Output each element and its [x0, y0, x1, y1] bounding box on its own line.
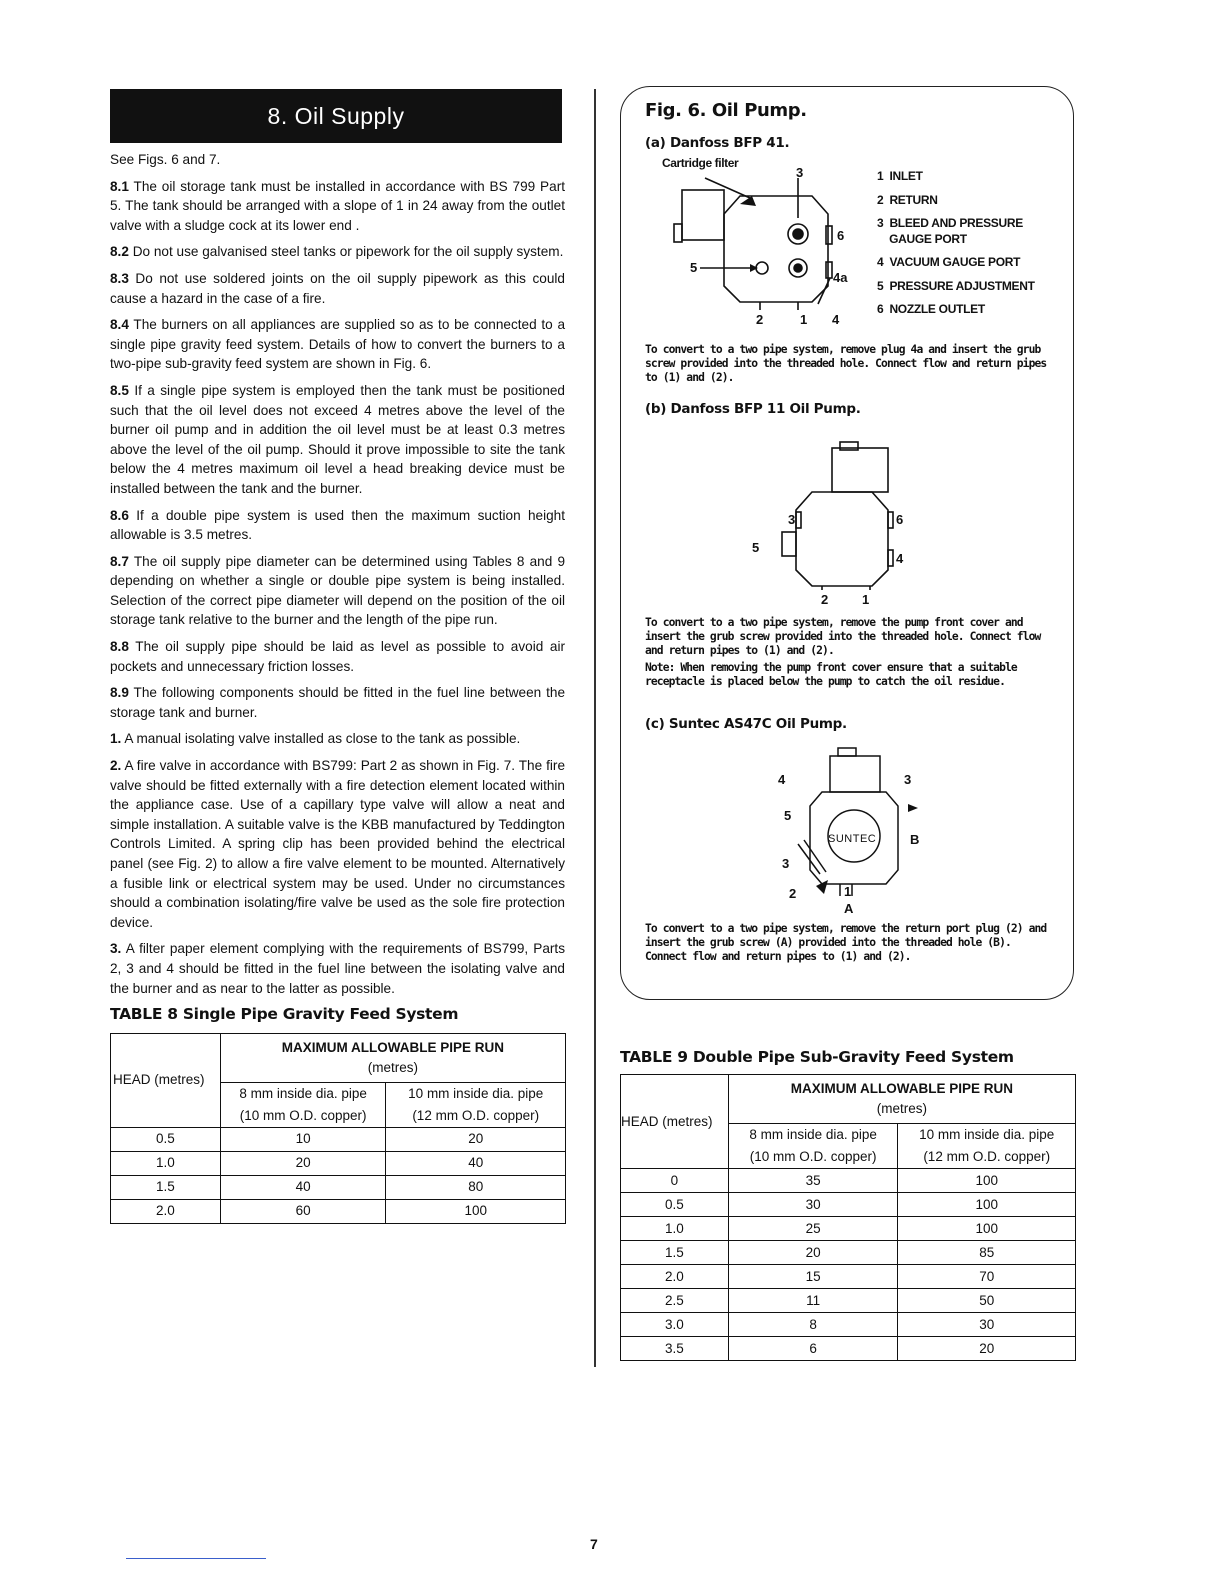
- legend-item: 6 NOZZLE OUTLET: [877, 302, 985, 316]
- paragraph-text: A fire valve in accordance with BS799: Part 2 as shown in Fig. 7. The fire valve should be fitted externally with a fire detection element located within the appliance case. Use of a capillary type valve will allow a neat and simple installation. A suitable valve is the KBB manufactured by Teddington Controls Limited. A spring clip has been provided behind the electrical panel (see Fig. 2) to allow a fire valve element to be mounted. Alternatively a fusible link or electrical system may be used. Under no circumstances should a combination isolating/fire valve be used as the sole fire protection device.: [110, 758, 566, 930]
- table-cell: 100: [898, 1169, 1076, 1193]
- table-cell: 3.5: [621, 1337, 729, 1361]
- paragraph: [110, 315, 565, 374]
- fig-b-port-5: [782, 532, 796, 556]
- table-cell: 8: [728, 1313, 898, 1337]
- paragraph-number: 3.: [110, 941, 122, 957]
- table9-col2-header: [898, 1124, 1076, 1169]
- table9-col2-line2: (12 mm O.D. copper): [923, 1149, 1051, 1164]
- fig-c-label-B: B: [910, 832, 920, 847]
- table-cell: 6: [728, 1337, 898, 1361]
- fig-a-label-4: 4: [832, 312, 840, 327]
- fig-c-label-2: 2: [789, 886, 797, 901]
- fig-c-label-A: A: [844, 901, 854, 916]
- fig-a-label-6: 6: [837, 228, 845, 243]
- legend-item: GAUGE PORT: [877, 231, 967, 246]
- fig-b-note-warning: Note: When removing the pump front cover ensure that a suitable receptacle is placed below the pump to catch the oil residue.: [645, 661, 1017, 688]
- table-cell: 50: [898, 1289, 1076, 1313]
- fig-b-pump-body: [796, 492, 888, 586]
- table-cell: 20: [220, 1151, 386, 1175]
- fig-b-label-6: 6: [896, 512, 904, 527]
- table8-col1-line1: 8 mm inside dia. pipe: [239, 1085, 367, 1101]
- table-cell: 100: [898, 1217, 1076, 1241]
- paragraph-text: The oil supply pipe diameter can be determined using Tables 8 and 9 depending on whether a single or double pipe system is being installed. Selection of the correct pipe diameter will depend on the position of the oil storage tank relative to the burner and the length of the pipe run.: [110, 553, 566, 628]
- fig-c-label-5: 5: [784, 808, 792, 823]
- paragraph-number: 2.: [110, 758, 122, 774]
- paragraph: [110, 177, 565, 236]
- fig-b-label-1: 1: [862, 592, 870, 607]
- paragraph-text: If a double pipe system is used then the maximum suction height allowable is 3.5 metres.: [110, 507, 565, 543]
- intro-text: See Figs. 6 and 7.: [110, 152, 221, 167]
- paragraph-number: 8.7: [110, 553, 129, 569]
- table-cell: 100: [898, 1193, 1076, 1217]
- table-row: [111, 1199, 566, 1223]
- table-cell: 40: [386, 1151, 566, 1175]
- fig-b-label-3: 3: [788, 512, 796, 527]
- table8-col1-line2: (10 mm O.D. copper): [239, 1107, 367, 1123]
- table8-col1-header: [220, 1082, 386, 1127]
- paragraph: [110, 506, 565, 545]
- table-cell: 20: [898, 1337, 1076, 1361]
- paragraph-text: The oil supply pipe should be laid as level as possible to avoid air pockets and unnecessary friction losses.: [110, 639, 566, 674]
- table8: [110, 1033, 566, 1224]
- fig-a-note: To convert to a two pipe system, remove plug 4a and insert the grub screw provided into the threaded hole. Connect flow and return pipes to (1) and (2).: [645, 343, 1047, 384]
- paragraph-number: 1.: [110, 731, 122, 747]
- paragraph: [110, 637, 565, 676]
- table-row: [621, 1265, 1076, 1289]
- table-row: [621, 1169, 1076, 1193]
- table-row: [111, 1127, 566, 1151]
- paragraph-text: If a single pipe system is employed then the tank must be positioned such that the oil level does not exceed 4 metres above the level of the burner oil pump and in addition the oil level must be at least 0.3 metres above the level of the oil pump. Should it prove impossible to site the tank below the 4 metres maximum oil level a head breaking device must be installed between the tank and the burner.: [110, 382, 565, 496]
- fig-a-legend: [877, 165, 1035, 322]
- table-cell: 20: [386, 1127, 566, 1151]
- fig-a-label-4a: 4a: [833, 270, 848, 285]
- table-row: [621, 1217, 1076, 1241]
- fig-c-title: (c) Suntec AS47C Oil Pump.: [645, 716, 847, 732]
- table-row: [621, 1193, 1076, 1217]
- table9-max-label: MAXIMUM ALLOWABLE PIPE RUN: [790, 1081, 1014, 1096]
- table8-head-label: HEAD (metres): [111, 1033, 221, 1127]
- legend-item: 2 RETURN: [877, 192, 938, 207]
- table-row: [111, 1151, 566, 1175]
- paragraph-list: [110, 177, 565, 999]
- fig-a-pump-diagram: [670, 168, 870, 328]
- table8-col2-header: [386, 1082, 566, 1127]
- table-cell: 2.0: [621, 1265, 729, 1289]
- fig-a-label-5: 5: [690, 260, 698, 275]
- paragraph-number: 8.3: [110, 270, 129, 286]
- fig-c-pump-diagram: [790, 744, 920, 904]
- fig-b-label-2: 2: [821, 592, 829, 607]
- table-cell: 20: [728, 1241, 898, 1265]
- table9-max-header: [728, 1075, 1075, 1124]
- table-cell: 0: [621, 1169, 729, 1193]
- paragraph-number: 8.6: [110, 507, 129, 523]
- paragraph: [110, 756, 565, 932]
- table-cell: 0.5: [621, 1193, 729, 1217]
- paragraph: [110, 269, 565, 308]
- paragraph-number: 8.8: [110, 639, 129, 655]
- table-row: [621, 1241, 1076, 1265]
- table9-title: TABLE 9 Double Pipe Sub-Gravity Feed System: [620, 1048, 1014, 1066]
- paragraph-text: The following components should be fitted in the fuel line between the storage tank and burner.: [110, 685, 566, 720]
- table-cell: 30: [728, 1193, 898, 1217]
- table8-col2-line2: (12 mm O.D. copper): [412, 1107, 540, 1123]
- table-cell: 3.0: [621, 1313, 729, 1337]
- paragraph: [110, 939, 565, 998]
- paragraph-text: The burners on all appliances are supplied so as to be connected to a single pipe gravity feed system. Details of how to convert the burners to a two-pipe sub-gravity feed system are shown in Fig. 6.: [110, 317, 566, 372]
- paragraph: [110, 242, 565, 262]
- paragraph: [110, 683, 565, 722]
- fig-a-cartridge-label: Cartridge filter: [662, 156, 739, 170]
- paragraph-text: A manual isolating valve installed as close to the tank as possible.: [124, 731, 521, 747]
- table-cell: 1.5: [621, 1241, 729, 1265]
- fig-a-label-3: 3: [796, 165, 804, 180]
- fig-c-label-4: 4: [778, 772, 786, 787]
- table8-title: TABLE 8 Single Pipe Gravity Feed System: [110, 1005, 459, 1024]
- figure-title: Fig. 6. Oil Pump.: [645, 100, 807, 121]
- paragraph-number: 8.2: [110, 244, 129, 260]
- paragraph-text: Do not use soldered joints on the oil supply pipework as this could cause a hazard in the case of a fire.: [110, 270, 565, 306]
- table-cell: 10: [220, 1127, 386, 1151]
- legend-item: 5 PRESSURE ADJUSTMENT: [877, 278, 1035, 293]
- table-cell: 1.0: [111, 1151, 221, 1175]
- table-cell: 85: [898, 1241, 1076, 1265]
- legend-item: 4 VACUUM GAUGE PORT: [877, 255, 1021, 269]
- fig-b-pump-diagram: [760, 440, 900, 590]
- fig-a-filter-housing: [682, 190, 724, 240]
- paragraph-text: Do not use galvanised steel tanks or pipework for the oil supply system.: [132, 244, 564, 260]
- table-cell: 0.5: [111, 1127, 221, 1151]
- legend-item: 1 INLET: [877, 169, 923, 183]
- paragraph-number: 8.1: [110, 178, 129, 194]
- table-cell: 11: [728, 1289, 898, 1313]
- footer-rule: [126, 1558, 266, 1559]
- table8-max-label: MAXIMUM ALLOWABLE PIPE RUN: [281, 1039, 505, 1055]
- paragraph: [110, 552, 565, 630]
- table-cell: 2.5: [621, 1289, 729, 1313]
- left-column: [110, 150, 565, 1224]
- fig-b-label-4: 4: [896, 551, 904, 566]
- table-cell: 30: [898, 1313, 1076, 1337]
- table-cell: 40: [220, 1175, 386, 1199]
- fig-b-solenoid: [832, 448, 888, 492]
- fig-a-pump-body: [724, 196, 828, 302]
- table9-col1-header: [728, 1124, 898, 1169]
- fig-a-title: (a) Danfoss BFP 41.: [645, 135, 790, 151]
- table-cell: 100: [386, 1199, 566, 1223]
- paragraph-number: 8.4: [110, 317, 129, 333]
- fig-c-label-3b: 3: [782, 856, 790, 871]
- table8-max-header: [220, 1033, 565, 1082]
- page-number: 7: [590, 1536, 598, 1552]
- table-cell: 15: [728, 1265, 898, 1289]
- table8-col2-line1: 10 mm inside dia. pipe: [408, 1085, 544, 1101]
- fig-b-label-5: 5: [752, 540, 760, 555]
- paragraph-number: 8.9: [110, 685, 129, 701]
- legend-item: 3 BLEED AND PRESSURE: [877, 216, 1023, 230]
- paragraph-text: The oil storage tank must be installed in accordance with BS 799 Part 5. The tank should be arranged with a slope of 1 in 24 away from the outlet valve with a sludge cock at its lower end .: [110, 178, 565, 233]
- table-row: [621, 1337, 1076, 1361]
- table-cell: 1.0: [621, 1217, 729, 1241]
- table-cell: 70: [898, 1265, 1076, 1289]
- fig-a-label-2: 2: [756, 312, 764, 327]
- table-cell: 80: [386, 1175, 566, 1199]
- table9-max-unit: (metres): [876, 1101, 928, 1116]
- table-row: [621, 1289, 1076, 1313]
- table9-col1-line2: (10 mm O.D. copper): [749, 1149, 877, 1164]
- table8-max-unit: (metres): [367, 1059, 419, 1075]
- paragraph-text: A filter paper element complying with the requirements of BS799, Parts 2, 3 and 4 should be fitted in the fuel line between the isolating valve and the burner and as near to the latter as possible.: [110, 941, 565, 996]
- table-cell: 25: [728, 1217, 898, 1241]
- paragraph: [110, 729, 565, 749]
- table9-head-label: HEAD (metres): [621, 1075, 729, 1169]
- paragraph: [110, 381, 565, 499]
- fig-c-label-1: 1: [844, 884, 852, 899]
- table-row: [621, 1313, 1076, 1337]
- fig-b-title: (b) Danfoss BFP 11 Oil Pump.: [645, 401, 861, 417]
- fig-c-note: To convert to a two pipe system, remove the return port plug (2) and insert the grub screw (A) provided into the threaded hole (B). Connect flow and return pipes to (1) and (2).: [645, 922, 1047, 963]
- table-cell: 35: [728, 1169, 898, 1193]
- table9: [620, 1074, 1076, 1361]
- fig-c-brand-label: SUNTEC: [828, 833, 877, 845]
- table-cell: 2.0: [111, 1199, 221, 1223]
- table-cell: 1.5: [111, 1175, 221, 1199]
- section-title: 8. Oil Supply: [110, 89, 562, 143]
- fig-c-label-3: 3: [904, 772, 912, 787]
- table9-col2-line1: 10 mm inside dia. pipe: [919, 1127, 1055, 1142]
- table-cell: 60: [220, 1199, 386, 1223]
- column-divider: [594, 89, 596, 1367]
- table-row: [111, 1175, 566, 1199]
- fig-a-label-1: 1: [800, 312, 808, 327]
- paragraph-number: 8.5: [110, 382, 129, 398]
- fig-b-note: To convert to a two pipe system, remove the pump front cover and insert the grub screw provided into the threaded hole. Connect flow and return pipes to (1) and (2).: [645, 616, 1041, 657]
- table9-col1-line1: 8 mm inside dia. pipe: [749, 1127, 877, 1142]
